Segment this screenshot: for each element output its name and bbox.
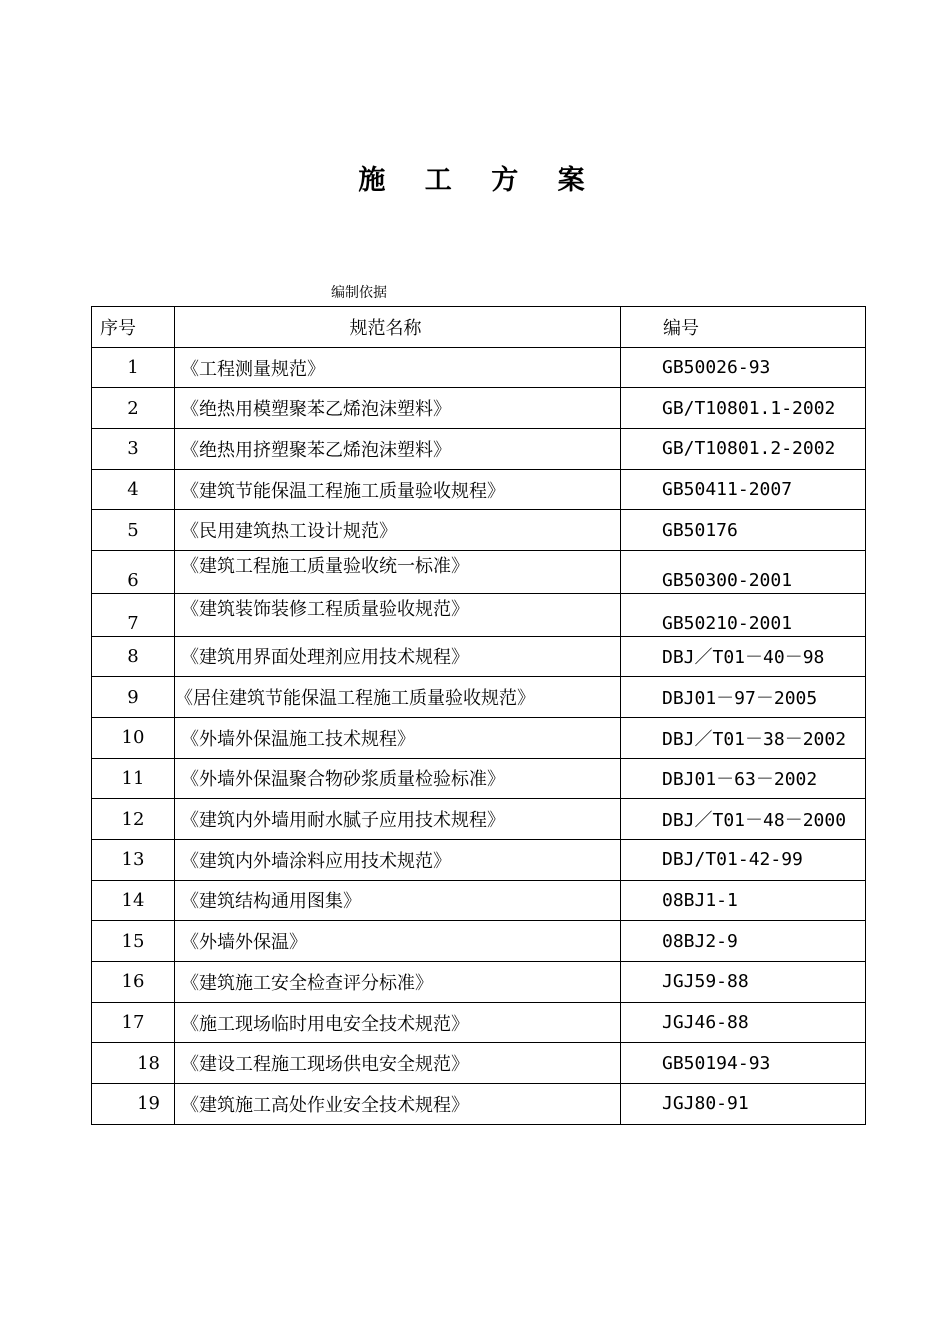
row-code: DBJ/T01-42-99 [621,839,866,880]
row-name: 《建设工程施工现场供电安全规范》 [175,1043,621,1084]
row-name: 《建筑内外墙涂料应用技术规范》 [175,839,621,880]
table-caption: 编制依据 [331,285,387,301]
row-name: 《外墙外保温》 [175,921,621,962]
table-row [92,347,866,388]
row-seq: 12 [92,799,175,840]
row-seq: 4 [92,469,175,510]
row-seq: 14 [92,880,175,921]
row-name: 《建筑施工高处作业安全技术规程》 [175,1084,621,1125]
row-name: 《工程测量规范》 [175,347,621,388]
row-seq: 5 [92,510,175,551]
table-row [92,962,866,1003]
row-code: 08BJ1-1 [621,880,866,921]
header-code: 编号 [621,307,866,348]
table-row [92,510,866,551]
row-seq: 15 [92,921,175,962]
row-code: DBJ／T01－48－2000 [621,799,866,840]
row-code: JGJ59-88 [621,962,866,1003]
row-name: 《建筑用界面处理剂应用技术规程》 [175,636,621,677]
table-row [92,758,866,799]
row-name: 《外墙外保温施工技术规程》 [175,717,621,758]
table-row [92,677,866,718]
row-code: GB/T10801.1-2002 [621,388,866,429]
row-code: DBJ01－63－2002 [621,758,866,799]
row-seq: 7 [92,593,175,636]
row-seq: 11 [92,758,175,799]
table-row [92,636,866,677]
table-row [92,469,866,510]
table-header-row [92,307,866,348]
row-name: 《建筑节能保温工程施工质量验收规程》 [175,469,621,510]
table-row [92,1002,866,1043]
row-seq: 9 [92,677,175,718]
row-code: 08BJ2-9 [621,921,866,962]
table-row [92,551,866,594]
table-row [92,1084,866,1125]
row-seq: 13 [92,839,175,880]
row-code: GB50176 [621,510,866,551]
row-name: 《建筑内外墙用耐水腻子应用技术规程》 [175,799,621,840]
table-row [92,880,866,921]
table-row [92,921,866,962]
row-seq: 10 [92,717,175,758]
row-name: 《绝热用挤塑聚苯乙烯泡沫塑料》 [175,429,621,470]
table-row [92,717,866,758]
row-seq: 3 [92,429,175,470]
row-name: 《绝热用模塑聚苯乙烯泡沫塑料》 [175,388,621,429]
row-name: 《建筑结构通用图集》 [175,880,621,921]
row-name: 《施工现场临时用电安全技术规范》 [175,1002,621,1043]
table-row [92,799,866,840]
table-row [92,1043,866,1084]
row-code: GB50411-2007 [621,469,866,510]
row-seq: 19 [92,1084,175,1125]
row-name: 《居住建筑节能保温工程施工质量验收规范》 [175,677,621,718]
row-code: GB50194-93 [621,1043,866,1084]
table-row [92,388,866,429]
row-seq: 6 [92,551,175,594]
table-row [92,839,866,880]
table-row [92,429,866,470]
row-name: 《外墙外保温聚合物砂浆质量检验标准》 [175,758,621,799]
row-name: 《建筑装饰装修工程质量验收规范》 [175,593,621,636]
row-code: GB50026-93 [621,347,866,388]
header-name: 规范名称 [175,307,621,348]
row-code: GB/T10801.2-2002 [621,429,866,470]
row-seq: 18 [92,1043,175,1084]
row-code: DBJ／T01－40－98 [621,636,866,677]
document-title: 施 工 方 案 [358,165,600,196]
row-code: JGJ80-91 [621,1084,866,1125]
row-code: GB50300-2001 [621,551,866,594]
row-name: 《建筑施工安全检查评分标准》 [175,962,621,1003]
row-code: DBJ／T01－38－2002 [621,717,866,758]
row-seq: 1 [92,347,175,388]
row-seq: 17 [92,1002,175,1043]
table-row [92,593,866,636]
row-seq: 2 [92,388,175,429]
row-code: DBJ01－97－2005 [621,677,866,718]
row-seq: 16 [92,962,175,1003]
row-name: 《民用建筑热工设计规范》 [175,510,621,551]
row-code: GB50210-2001 [621,593,866,636]
row-seq: 8 [92,636,175,677]
row-name: 《建筑工程施工质量验收统一标准》 [175,551,621,594]
standards-table [91,306,866,1125]
row-code: JGJ46-88 [621,1002,866,1043]
header-seq: 序号 [92,307,175,348]
